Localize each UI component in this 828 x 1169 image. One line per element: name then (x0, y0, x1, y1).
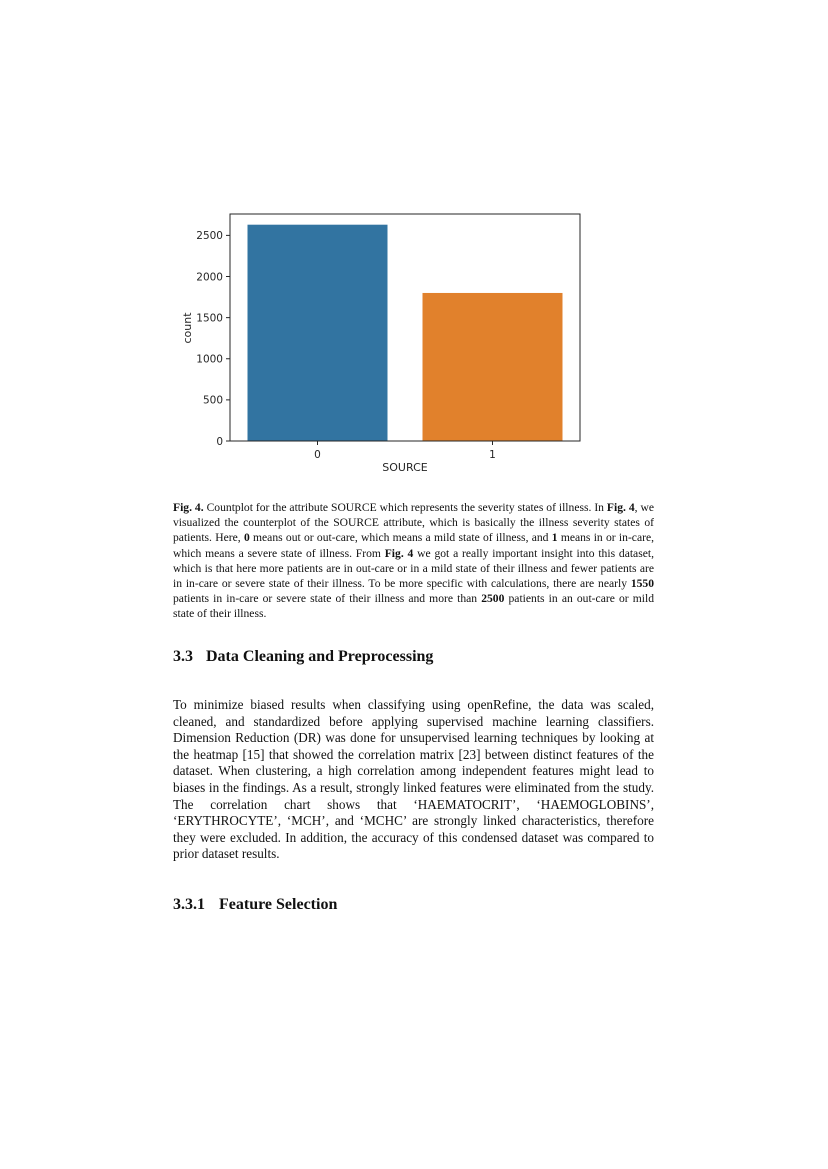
caption-text: patients in an out-care or mild state of their illness. (173, 592, 654, 621)
figure-reference: Fig. 4 (384, 546, 414, 560)
figure-reference: Fig. 4 (606, 501, 635, 514)
y-tick-label: 500 (202, 394, 223, 407)
figure-caption (173, 500, 654, 622)
caption-text: Countplot for the attribute SOURCE which represents the severity states of illness. In (203, 501, 607, 514)
section-heading (173, 648, 433, 666)
bar-0 (248, 225, 388, 441)
bar-1 (423, 293, 563, 441)
y-tick-label: 0 (216, 435, 223, 448)
caption-text: we got a really important insight into this dataset, which is that here more patients are in out-care or in a mild state of their illness and fewer patients are in in-care or severe state of their illness. To be more specific with calculations, there are nearly (173, 546, 654, 591)
y-tick-label: 1000 (196, 353, 223, 366)
subsection-number: 3.3.1 (173, 896, 205, 913)
subsection-title: Feature Selection (219, 896, 338, 913)
caption-bold-value: 0 (243, 531, 250, 545)
section-title: Data Cleaning and Preprocessing (206, 648, 434, 665)
y-tick-label: 1500 (196, 312, 223, 325)
caption-text: means in or in-care, which means a severe state of illness. From (173, 531, 655, 560)
caption-text: patients in in-care or severe state of their illness and more than (173, 592, 482, 606)
figure-label: Fig. 4. (173, 501, 204, 514)
y-tick-label: 2500 (196, 230, 223, 243)
caption-text: , we visualized the counterplot of the SOURCE attribute, which is basically the illness severity states of patients. Here, (173, 501, 655, 545)
y-tick-label: 2000 (196, 271, 223, 284)
x-tick-label: 1 (489, 449, 496, 461)
caption-bold-value: 2500 (481, 592, 505, 606)
x-tick-label: 0 (314, 449, 321, 461)
subsection-heading (173, 896, 337, 914)
countplot-chart (170, 200, 590, 485)
section-paragraph: To minimize biased results when classifying using openRefine, the data was scaled, cleaned, and standardized before applying supervised machine learning classifiers. Dimension Reduction (DR) was done for unsupervised learning techniques by looking at the heatmap [15] that showed the correlation matrix [23] between distinct features of the dataset. When clustering, a high correlation among independent features might lead to biases in the findings. As a result, strongly linked features were eliminated from the study. The correlation chart shows that ‘HAEMATOCRIT’, ‘HAEMOGLOBINS’, ‘ERYTHROCYTE’, ‘MCH’, and ‘MCHC’ are strongly linked characteristics, therefore they were excluded. In addition, the accuracy of this condensed dataset was compared to prior dataset results. (173, 697, 654, 862)
y-axis-label: count (181, 312, 194, 344)
section-number: 3.3 (173, 648, 193, 665)
x-axis-label: SOURCE (382, 461, 428, 474)
caption-bold-value: 1 (551, 531, 558, 545)
caption-text: means out or out-care, which means a mild state of illness, and (249, 531, 552, 545)
caption-bold-value: 1550 (630, 577, 654, 591)
